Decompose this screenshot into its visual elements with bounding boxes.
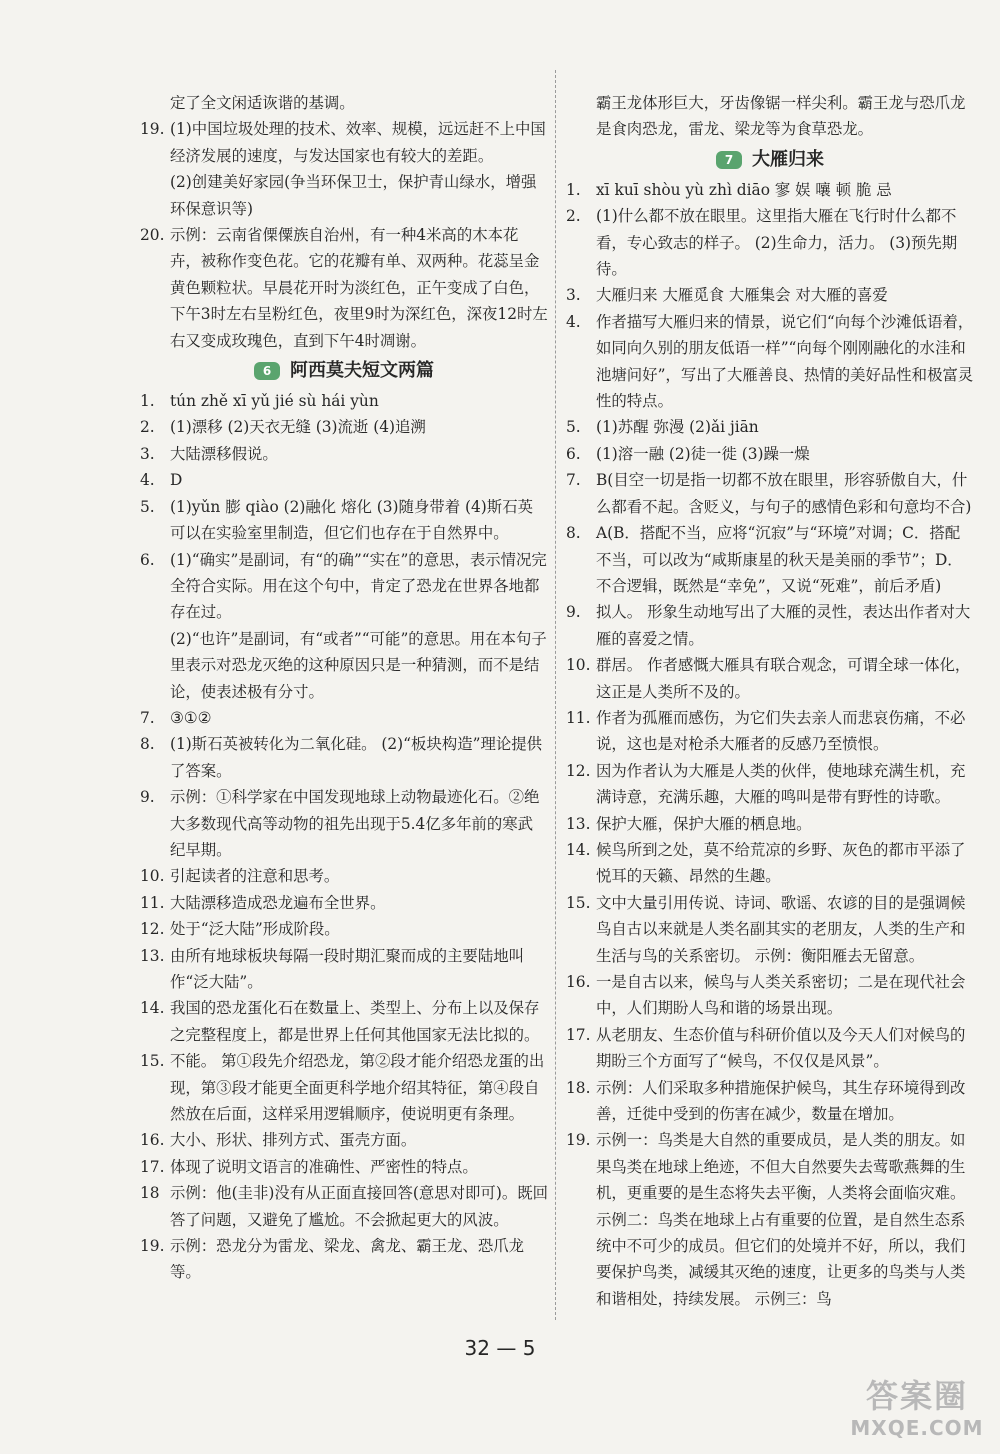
answer-number: 6. [140,550,155,569]
answer-text: 群居。 作者感慨大雁具有联合观念，可谓全球一体化，这正是人类所不及的。 [596,656,971,701]
watermark-text-top: 答案圈 [865,1377,968,1415]
answer-text: (1)“确实”是副词，有“的确”“实在”的意思，表示情况完全符合实际。用在这个句中，肯定了恐龙在世界各地都存在过。 [170,550,547,622]
section-title-text: 大雁归来 [752,148,824,170]
answer-item [140,863,548,889]
section-title [566,145,974,175]
answer-text: 大雁归来 大雁觅食 大雁集会 对大雁的喜爱 [596,286,888,305]
answer-item [140,388,548,414]
answer-item [566,1075,974,1128]
answer-number: 16. [140,1131,165,1150]
answer-text: 不能。 第①段先介绍恐龙，第②段才能介绍恐龙蛋的出现，第③段才能更全面更科学地介绍其特征，第④段自然放在后面，这样采用逻辑顺序，使说明更有条理。 [170,1052,545,1124]
answer-number: 19. [140,1237,165,1256]
answer-text: 我国的恐龙蛋化石在数量上、类型上、分布上以及保存之完整程度上，都是世界上任何其他国家无法比拟的。 [170,999,540,1044]
answer-item [140,890,548,916]
answer-text: 一是自古以来，候鸟与人类关系密切；二是在现代社会中，人们期盼人鸟和谐的场景出现。 [596,973,966,1018]
answer-number: 20. [140,226,165,245]
answer-item [566,520,974,599]
answer-item [140,494,548,547]
section-number-badge: 6 [254,362,280,380]
answer-text: 作者为孤雁而感伤，为它们失去亲人而悲哀伤痛，不必说，这也是对枪杀大雁者的反感乃至愤恨。 [596,708,966,754]
answer-item [140,169,548,222]
answer-item [566,969,974,1022]
answer-item [140,547,548,626]
answer-text: 保护大雁，保护大雁的栖息地。 [596,814,812,833]
answer-text: 霸王龙体形巨大，牙齿像锯一样尖利。霸王龙与恐爪龙是食肉恐龙，雷龙、梁龙等为食草恐龙。 [596,94,966,139]
answer-text: 由所有地球板块每隔一段时期汇聚而成的主要陆地叫作“泛大陆”。 [170,946,524,991]
answer-item [140,943,548,996]
answer-text: (1)漂移 (2)天衣无缝 (3)流逝 (4)追溯 [170,418,426,437]
answer-number: 5. [566,418,581,437]
answer-item [566,837,974,890]
answer-text: 示例一：鸟类是大自然的重要成员，是人类的朋友。如果鸟类在地球上绝迹，不但大自然要失去莺歌燕舞的生机，更重要的是生态将失去平衡，人类将会面临灾难。 示例二：鸟类在地球上占有重要的位置，是自然生态系统中不可少的成员。但它们的处境并不好，所以，我们要保护鸟类，减缓其灭绝的速度，让更多的鸟类与人类和谐相处，持续发展。 示例三：鸟 [596,1131,966,1308]
answer-text: 处于“泛大陆”形成阶段。 [170,920,340,939]
answer-item [140,116,548,169]
answer-item [566,282,974,308]
answer-item [140,995,548,1048]
answer-text: (1)苏醒 弥漫 (2)ǎi jiān [596,418,759,437]
answer-item [566,758,974,811]
answer-item [140,784,548,863]
answer-number: 3. [566,286,581,305]
answer-text: 定了全文闲适诙谐的基调。 [170,94,355,112]
answer-text: 示例：他(圭非)没有从正面直接回答(意思对即可)。既回答了问题，又避免了尴尬。不会掀起更大的风波。 [170,1184,549,1229]
answer-text: (1)什么都不放在眼里。这里指大雁在飞行时什么都不看，专心致志的样子。 (2)生命力，活力。 (3)预先期待。 [596,207,958,279]
answer-item [140,705,548,731]
answer-item [566,599,974,652]
answer-item [566,441,974,467]
answer-number: 18. [566,1078,591,1097]
answer-number: 8. [140,735,155,754]
answer-item [566,90,974,143]
answer-number: 12. [566,761,591,780]
answer-number: 13. [140,946,165,965]
answer-text: 示例：①科学家在中国发现地球上动物最迹化石。②绝大多数现代高等动物的祖先出现于5.4亿多年前的寒武纪早期。 [170,788,540,859]
answer-text: (2)创建美好家园(争当环保卫士，保护青山绿水，增强环保意识等) [170,173,537,218]
section-title [140,356,548,386]
answer-number: 9. [140,788,155,807]
answer-item [140,1127,548,1153]
answer-number: 13. [566,814,591,833]
answer-item [140,1233,548,1286]
answer-text: tún zhě xī yǔ jié sù hái yùn [170,392,379,411]
answer-item [566,309,974,415]
answer-number: 5. [140,497,155,516]
answer-text: 候鸟所到之处，莫不给荒凉的乡野、灰色的都市平添了悦耳的天籁、昂然的生趣。 [596,840,966,886]
answer-item [566,890,974,969]
left-column [140,90,548,1286]
answer-number: 15. [566,893,591,912]
answer-item [566,414,974,440]
answer-number: 14. [140,999,165,1018]
answer-item [140,222,548,354]
answer-item [140,1048,548,1127]
section-number-badge: 7 [716,151,742,169]
answer-number: 14. [566,840,591,859]
answer-number: 6. [566,444,581,463]
answer-text: 大陆漂移造成恐龙遍布全世界。 [170,893,386,912]
answer-text: 示例：人们采取多种措施保护候鸟，其生存环境得到改善，迁徙中受到的伤害在减少，数量在增加。 [596,1078,966,1124]
answer-item [140,1180,548,1233]
answer-number: 8. [566,524,581,543]
answer-number: 15. [140,1052,165,1071]
answer-item [140,731,548,784]
answer-item [140,626,548,705]
page-number: 32 — 5 [464,1336,536,1360]
answer-text: 作者描写大雁归来的情景，说它们“向每个沙滩低语着，如同向久别的朋友低语一样”“向每个刚刚融化的水洼和池塘问好”，写出了大雁善良、热情的美好品性和极富灵性的特点。 [596,312,974,411]
answer-item [566,177,974,203]
answer-text: (1)中国垃圾处理的技术、效率、规模，远远赶不上中国经济发展的速度，与发达国家也有较大的差距。 [170,120,546,165]
section-title-text: 阿西莫夫短文两篇 [290,360,434,382]
watermark-logo [842,1376,992,1446]
answer-text: (1)溶一融 (2)徒一徙 (3)躁一燥 [596,444,810,463]
answer-item [140,414,548,440]
answer-number: 12. [140,920,165,939]
answer-number: 11. [566,708,591,727]
answer-number: 7. [140,708,155,727]
answer-item [566,811,974,837]
answer-text: ③①② [170,708,212,727]
answer-text: 从老朋友、生态价值与科研价值以及今天人们对候鸟的期盼三个方面写了“候鸟，不仅仅是风景”。 [596,1025,966,1071]
answer-number: 10. [566,656,591,675]
answer-number: 1. [566,180,581,199]
answer-text: 引起读者的注意和思考。 [170,867,340,886]
answer-item [566,1022,974,1075]
answer-text: A(B．搭配不当，应将“沉寂”与“环境”对调；C．搭配不当，可以改为“咸斯康星的秋天是美丽的季节”；D．不合逻辑，既然是“幸免”，又说“死难”，前后矛盾) [596,524,963,595]
answer-text: D [170,471,183,490]
answer-text: (1)yǔn 膨 qiào (2)融化 熔化 (3)随身带着 (4)斯石英可以在实验室里制造，但它们也存在于自然界中。 [170,497,533,543]
answer-item [140,90,548,116]
right-column [566,90,974,1312]
column-divider [555,70,556,1320]
answer-text: (1)斯石英被转化为二氧化硅。 (2)“板块构造”理论提供了答案。 [170,735,543,780]
answer-number: 16. [566,973,591,991]
answer-number: 11. [140,893,165,912]
answer-text: 大小、形状、排列方式、蛋壳方面。 [170,1131,417,1150]
answer-number: 19. [566,1131,591,1150]
answer-text: (2)“也许”是副词，有“或者”“可能”的意思。用在本句子里表示对恐龙灭绝的这种原因只是一种猜测，而不是结论，使表述极有分寸。 [170,629,547,701]
answer-item [566,705,974,758]
answer-number: 1. [140,392,155,411]
answer-text: 拟人。 形象生动地写出了大雁的灵性，表达出作者对大雁的喜爱之情。 [596,603,971,648]
watermark-text-bottom: MXQE.COM [850,1416,984,1440]
answer-item [140,441,548,467]
answer-number: 2. [566,207,581,226]
answer-item [566,203,974,282]
answer-number: 17. [140,1157,165,1176]
answer-number: 17. [566,1025,591,1044]
answer-item [566,467,974,520]
answer-text: 体现了说明文语言的准确性、严密性的特点。 [170,1157,478,1176]
answer-number: 3. [140,444,155,463]
answer-text: 因为作者认为大雁是人类的伙伴，使地球充满生机，充满诗意，充满乐趣，大雁的鸣叫是带有野性的诗歌。 [596,761,966,807]
answer-text: 示例：恐龙分为雷龙、梁龙、禽龙、霸王龙、恐爪龙等。 [170,1237,524,1282]
answer-number: 18 [140,1184,160,1203]
answer-number: 10. [140,867,165,886]
answer-number: 4. [566,312,581,331]
answer-item [140,467,548,493]
answer-text: 大陆漂移假说。 [170,444,278,463]
answer-text: 文中大量引用传说、诗词、歌谣、农谚的目的是强调候鸟自古以来就是人类名副其实的老朋友，人类的生产和生活与鸟的关系密切。 示例：衡阳雁去无留意。 [596,893,966,965]
answer-item [566,1127,974,1312]
answer-number: 19. [140,120,165,139]
answer-number: 9. [566,603,581,622]
answer-number: 4. [140,471,155,490]
answer-item [140,1154,548,1180]
answer-text: xī kuī shòu yù zhì diāo 寥 娱 嚷 顿 脆 忌 [596,180,892,199]
answer-text: B(目空一切是指一切都不放在眼里，形容骄傲自大，什么都看不起。含贬义，与句子的感情色彩和句意均不合) [596,471,972,516]
answer-number: 7. [566,471,581,490]
answer-number: 2. [140,418,155,437]
answer-item [566,652,974,705]
answer-item [140,916,548,942]
answer-text: 示例：云南省傈僳族自治州，有一种4米高的木本花卉，被称作变色花。它的花瓣有单、双两种。花蕊呈金黄色颗粒状。早晨花开时为淡红色，正午变成了白色，下午3时左右呈粉红色，夜里9时为深红色，深夜12时左右又变成玫瑰色，直到下午4时凋谢。 [170,226,548,350]
